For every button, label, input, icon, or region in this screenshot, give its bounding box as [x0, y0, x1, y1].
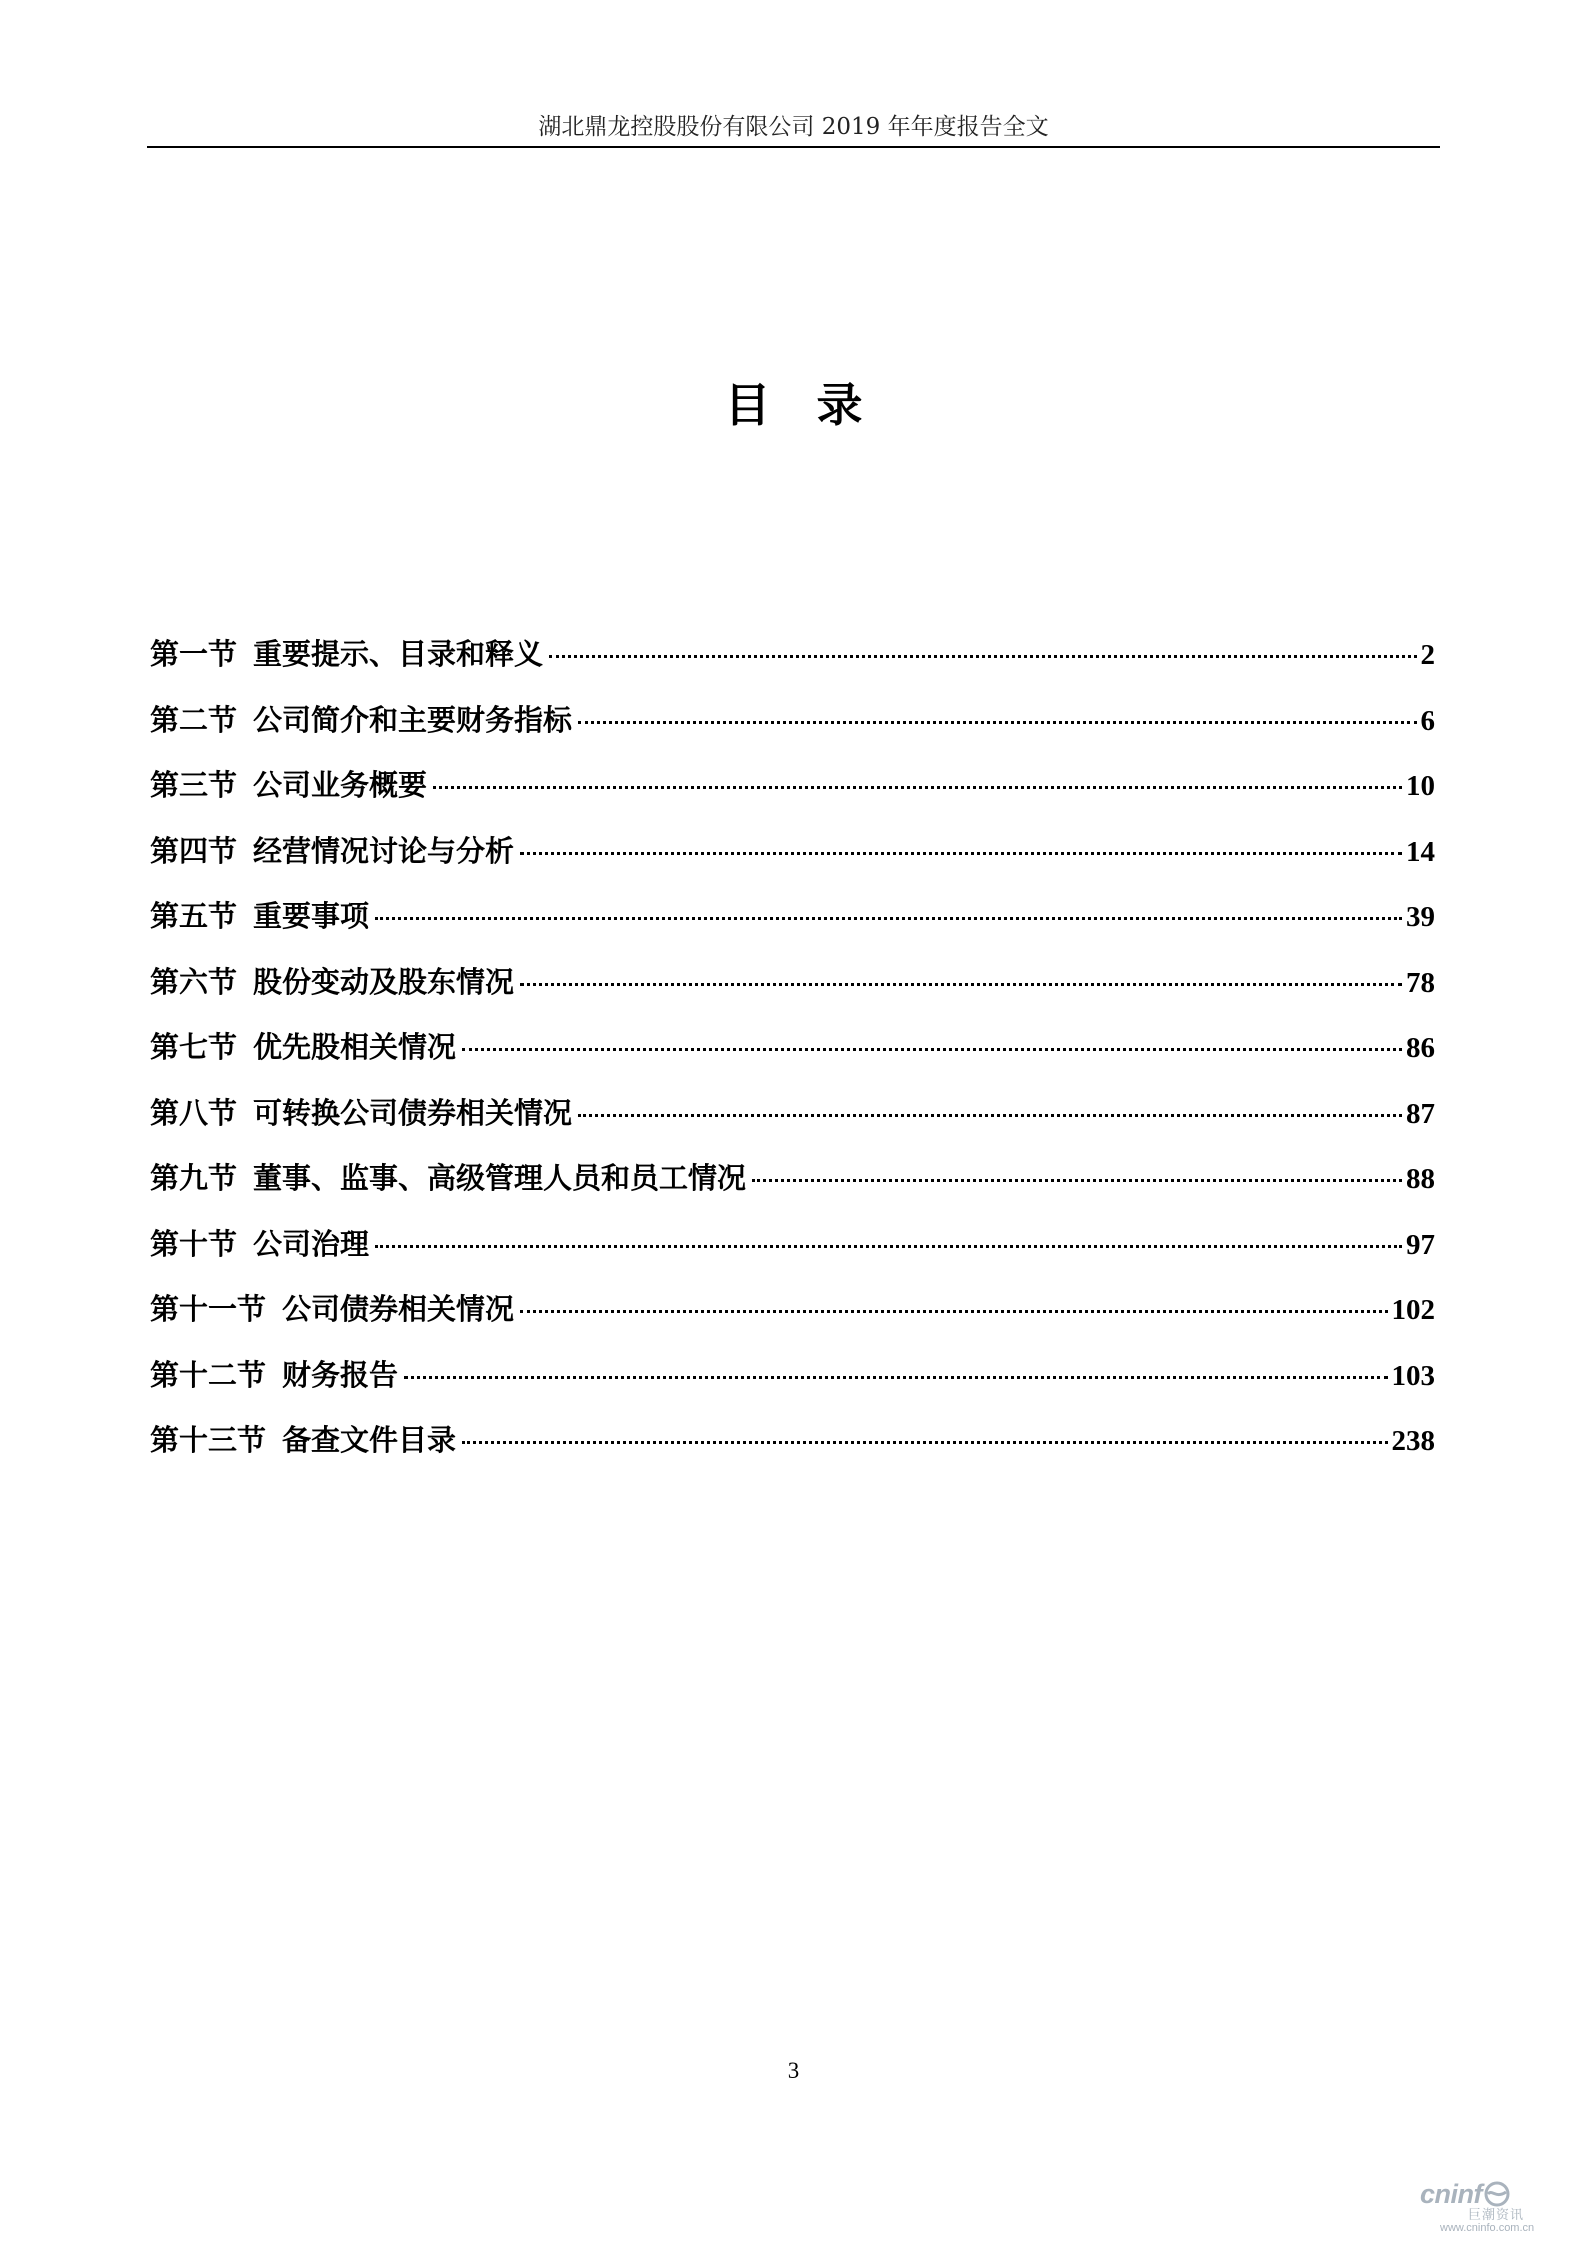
toc-section-title: 重要提示、目录和释义	[253, 637, 544, 671]
toc-entry[interactable]	[150, 896, 1435, 962]
toc-section-number: 第十节	[150, 1226, 238, 1261]
toc-entry[interactable]	[150, 1027, 1435, 1093]
toc-section-number: 第一节	[150, 637, 238, 671]
toc-entry[interactable]	[150, 1158, 1435, 1224]
toc-entry[interactable]	[150, 1224, 1435, 1290]
toc-section-number: 第八节	[150, 1095, 238, 1130]
dot-leader	[433, 786, 1402, 789]
dot-leader	[520, 852, 1402, 855]
toc-page-number: 102	[1391, 1294, 1435, 1326]
dot-leader	[520, 1310, 1387, 1313]
toc-section-number: 第五节	[150, 899, 238, 933]
toc-page-number: 14	[1406, 835, 1435, 868]
toc-entry[interactable]	[150, 634, 1435, 700]
toc-section-number: 第七节	[150, 1030, 238, 1064]
toc-section-title: 公司债券相关情况	[282, 1292, 515, 1326]
toc-entry[interactable]	[150, 1289, 1435, 1355]
toc-section-number: 第六节	[150, 964, 238, 999]
toc-section-number: 第四节	[150, 833, 238, 868]
table-of-contents	[150, 634, 1435, 1486]
toc-page-number: 2	[1420, 639, 1435, 671]
toc-entry[interactable]	[150, 700, 1435, 766]
toc-page-number: 78	[1406, 966, 1435, 999]
watermark-url: www.cninfo.com.cn	[1440, 2222, 1535, 2234]
toc-entry[interactable]	[150, 765, 1435, 831]
toc-entry[interactable]	[150, 1093, 1435, 1159]
toc-entry[interactable]	[150, 831, 1435, 897]
dot-leader	[375, 917, 1402, 920]
toc-section-title: 公司简介和主要财务指标	[253, 702, 573, 737]
header-rule	[147, 146, 1440, 148]
toc-section-number: 第十三节	[150, 1423, 267, 1457]
toc-page-number: 103	[1391, 1359, 1435, 1392]
toc-entry[interactable]	[150, 962, 1435, 1028]
toc-section-title: 公司治理	[253, 1226, 370, 1261]
dot-leader	[520, 983, 1402, 986]
watermark-brand-cn: 巨潮资讯	[1468, 2207, 1525, 2222]
toc-section-title: 可转换公司债券相关情况	[253, 1095, 573, 1130]
running-header: 湖北鼎龙控股股份有限公司 2019 年年度报告全文	[538, 114, 1049, 140]
dot-leader	[549, 655, 1416, 658]
watermark-logo	[1420, 2180, 1560, 2208]
toc-page-number: 6	[1420, 704, 1435, 737]
toc-section-number: 第九节	[150, 1161, 238, 1195]
toc-page-number: 87	[1406, 1097, 1435, 1130]
toc-page-number: 10	[1406, 770, 1435, 802]
toc-section-number: 第三节	[150, 768, 238, 802]
toc-page-number: 238	[1391, 1425, 1435, 1457]
dot-leader	[375, 1245, 1402, 1248]
toc-page-number: 97	[1406, 1228, 1435, 1261]
toc-section-title: 董事、监事、高级管理人员和员工情况	[253, 1161, 747, 1195]
toc-section-title: 备查文件目录	[282, 1423, 457, 1457]
toc-section-number: 第二节	[150, 702, 238, 737]
watermark-logo-text: cninf	[1420, 2179, 1482, 2209]
dot-leader	[578, 1114, 1402, 1117]
toc-entry[interactable]	[150, 1355, 1435, 1421]
wave-logo-icon	[1484, 2181, 1510, 2207]
dot-leader	[752, 1179, 1402, 1182]
toc-section-title: 重要事项	[253, 899, 370, 933]
page-number: 3	[787, 2058, 800, 2083]
dot-leader	[462, 1048, 1402, 1051]
cninfo-watermark	[1420, 2180, 1560, 2232]
dot-leader	[462, 1441, 1387, 1444]
toc-section-number: 第十二节	[150, 1357, 267, 1392]
toc-section-title: 优先股相关情况	[253, 1030, 457, 1064]
dot-leader	[578, 721, 1416, 724]
toc-section-title: 财务报告	[282, 1357, 399, 1392]
toc-title: 目录	[724, 378, 909, 432]
toc-section-title: 经营情况讨论与分析	[253, 833, 515, 868]
toc-page-number: 39	[1406, 901, 1435, 933]
toc-page-number: 86	[1406, 1032, 1435, 1064]
toc-section-title: 公司业务概要	[253, 768, 428, 802]
toc-section-title: 股份变动及股东情况	[253, 964, 515, 999]
dot-leader	[404, 1376, 1387, 1379]
toc-entry[interactable]	[150, 1420, 1435, 1486]
toc-page-number: 88	[1406, 1163, 1435, 1195]
toc-section-number: 第十一节	[150, 1292, 267, 1326]
